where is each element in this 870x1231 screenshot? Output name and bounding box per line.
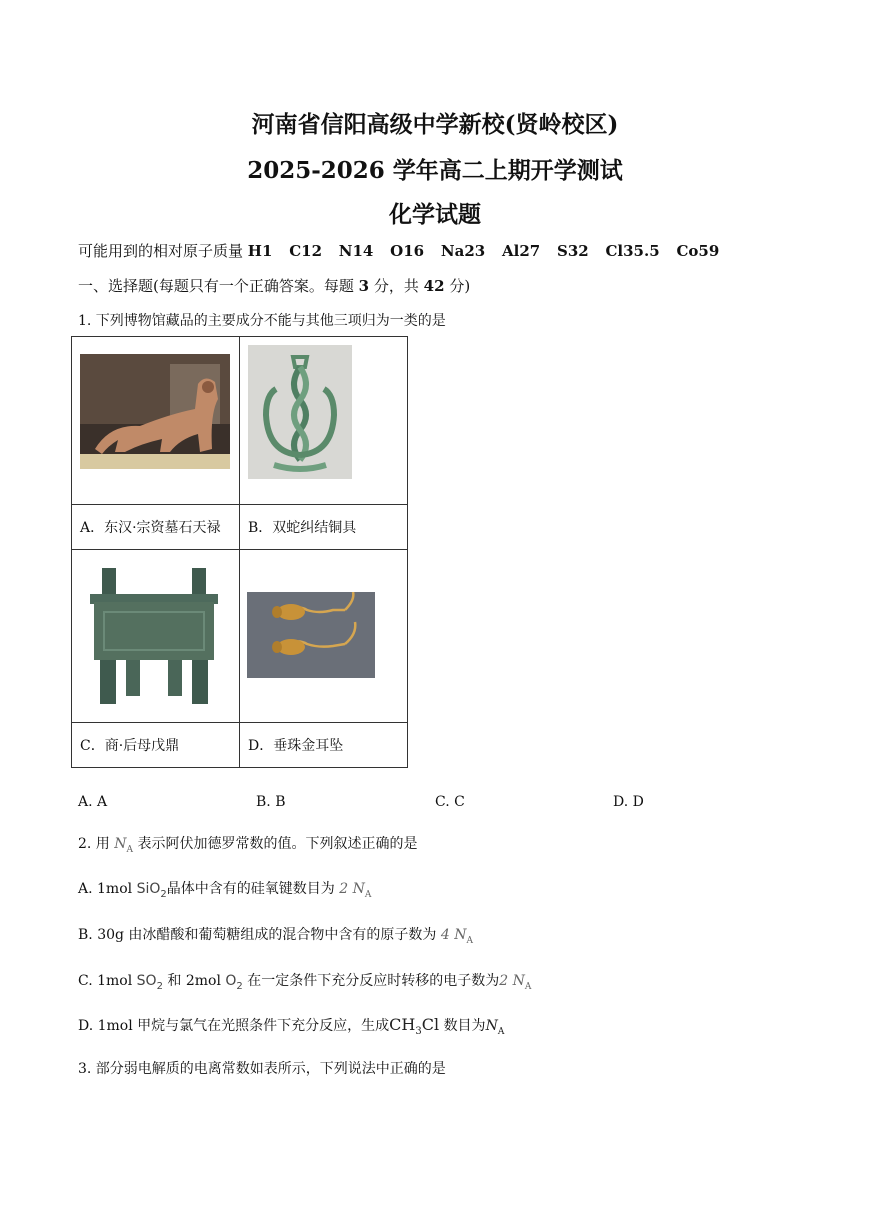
formula-o2 [225, 973, 243, 992]
q1-label-b: B．双蛇纠结铜具 [240, 505, 408, 550]
q1-cell-b [240, 337, 408, 505]
twin-snake-bronze-icon [248, 345, 352, 479]
bronze-ding-icon [86, 566, 222, 706]
q3-stem: 3. 部分弱电解质的电离常数如表所示，下列说法中正确的是 [78, 1061, 446, 1077]
section-points: 3 [358, 277, 370, 295]
na-letter: N [454, 927, 467, 943]
option-text: A. 1mol [78, 881, 133, 897]
q2-option-a[interactable] [78, 878, 371, 900]
q1-option-c[interactable]: C. C [435, 794, 465, 810]
stone-beast-icon [80, 354, 230, 469]
atomic-mass-item: Co59 [676, 242, 720, 260]
na-symbol [485, 1018, 505, 1037]
q2-stem [78, 833, 417, 855]
q2-option-d[interactable] [78, 1015, 504, 1037]
na-symbol [440, 927, 473, 946]
q1-image-table [71, 336, 408, 768]
q1-label-a: A．东汉·宗资墓石天禄 [72, 505, 240, 550]
q1-option-a[interactable]: A. A [78, 794, 108, 810]
option-text: 在一定条件下充分反应时转移的电子数为 [247, 973, 500, 989]
na-sub: A [497, 1026, 505, 1037]
section-text: 一、选择题(每题只有一个正确答案。每题 [78, 277, 354, 295]
na-symbol [114, 836, 134, 855]
formula-ch3cl [389, 1015, 440, 1038]
subject-title: 化学试题 [389, 201, 481, 228]
option-text: 晶体中含有的硅氧键数目为 [166, 881, 335, 897]
q1-option-d[interactable]: D. D [613, 794, 644, 810]
school-title: 河南省信阳高级中学新校(贤岭校区) [251, 111, 619, 138]
atomic-mass-item: C12 [289, 242, 322, 260]
coef: 4 [440, 927, 450, 943]
formula-sub: 2 [156, 980, 163, 992]
atomic-mass-item: H1 [247, 242, 273, 260]
q1-label-d: D．垂珠金耳坠 [240, 723, 408, 768]
q1-cell-a [72, 337, 240, 505]
atomic-mass-label: 可能用到的相对原子质量 [78, 242, 244, 260]
formula-sub: 2 [160, 888, 167, 900]
na-sub: A [364, 889, 372, 900]
atomic-mass-item: Na23 [440, 242, 486, 260]
atomic-mass-item: S32 [556, 242, 589, 260]
q1-cell-d [240, 550, 408, 723]
na-letter: N [485, 1018, 498, 1034]
na-symbol [339, 881, 372, 900]
q2-stem-text: 2. 用 [78, 836, 110, 852]
formula-so2 [136, 973, 163, 992]
coef: 2 [339, 881, 349, 897]
gold-earring-icon [247, 592, 375, 678]
q1-label-c: C．商·后母戊鼎 [72, 723, 240, 768]
option-text: 和 2mol [167, 973, 221, 989]
na-sub: A [126, 844, 134, 855]
q2-option-c[interactable] [78, 970, 531, 992]
term-title: 2025-2026 学年高二上期开学测试 [247, 157, 623, 184]
q1-option-b[interactable]: B. B [256, 794, 286, 810]
atomic-mass-item: N14 [338, 242, 374, 260]
formula-text: O [225, 973, 237, 989]
na-letter: N [352, 881, 365, 897]
formula-text: SO [136, 973, 157, 989]
coef: 2 [499, 973, 509, 989]
q1-cell-c [72, 550, 240, 723]
na-letter: N [114, 836, 127, 852]
section-heading [78, 275, 470, 296]
atomic-mass-line [78, 240, 719, 261]
na-sub: A [524, 981, 532, 992]
na-sub: A [466, 935, 473, 946]
atomic-mass-item: Cl35.5 [605, 242, 660, 260]
option-text: B. 30g 由冰醋酸和葡萄糖组成的混合物中含有的原子数为 [78, 927, 437, 943]
atomic-mass-item: Al27 [501, 242, 541, 260]
formula-text: SiO [136, 881, 161, 897]
q2-option-b[interactable] [78, 924, 473, 946]
q1-stem: 1. 下列博物馆藏品的主要成分不能与其他三项归为一类的是 [78, 313, 446, 329]
formula-text: Cl [421, 1015, 440, 1034]
option-text: C. 1mol [78, 973, 133, 989]
option-text: D. 1mol 甲烷与氯气在光照条件下充分反应，生成 [78, 1018, 390, 1034]
section-text: 分，共 [373, 277, 419, 295]
formula-text: CH [389, 1015, 416, 1034]
formula-sio2 [136, 881, 167, 900]
formula-sub: 3 [415, 1026, 422, 1038]
section-total: 42 [423, 277, 445, 295]
section-text: 分) [449, 277, 471, 295]
atomic-mass-item: O16 [390, 242, 425, 260]
na-symbol [499, 973, 532, 992]
formula-sub: 2 [236, 980, 243, 992]
q2-stem-text: 表示阿伏加德罗常数的值。下列叙述正确的是 [137, 836, 418, 852]
option-text: 数目为 [443, 1018, 486, 1034]
na-letter: N [512, 973, 525, 989]
